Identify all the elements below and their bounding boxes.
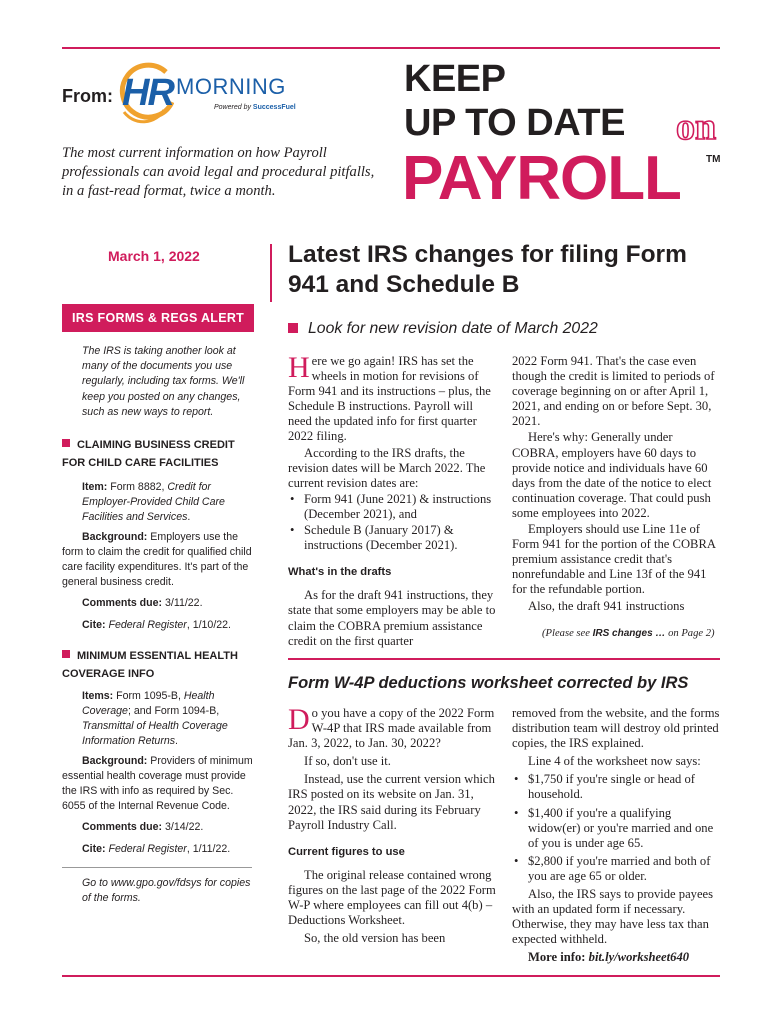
article1-subhead-text: Look for new revision date of March 2022 [308, 320, 598, 337]
article1-para2: According to the IRS drafts, the revision dates will be March 2022. The current revision dates are: [288, 445, 486, 490]
sidebar-footer[interactable]: Go to www.gpo.gov/fdsys for copies of the forms. [82, 876, 251, 905]
article2-bullet: • $1,400 if you're a qualifying widow(er) or you're married and one of you is under age 65. [512, 806, 720, 851]
article2-para6: removed from the website, and the forms distribution team will destroy old printed copies, the IRS explained. [512, 706, 720, 751]
sidebar-divider [62, 867, 252, 868]
article2-para5: So, the old version has been [304, 931, 446, 946]
logo-hr: HR [122, 72, 173, 114]
more-info-link[interactable]: bit.ly/worksheet640 [588, 950, 690, 965]
article1-para3: As for the draft 941 instructions, they state that some employers may be able to claim the COBRA premium assistance credit on the first quarter [288, 588, 496, 648]
article2-more-info: More info: bit.ly/worksheet640 [528, 950, 690, 965]
article2-para8: Also, the IRS says to provide payees with an updated form if necessary. Otherwise, they may have less tax than expected withheld. [512, 887, 714, 947]
article1-para4: 2022 Form 941. That's the case even though the credit is limited to periods of coverage beginning on or after April 1, 2021, and ending on or before Sept. 30, 2021. [512, 354, 715, 429]
sidebar-intro: The IRS is taking another look at many of the documents you use regularly, including tax forms. We'll keep you posted on any changes, such as new ways to report. [82, 345, 245, 418]
article2-col1 [288, 703, 496, 946]
column-divider [270, 244, 272, 302]
article2-bullet: • $2,800 if you're married and both of you are age 65 or older. [512, 854, 720, 884]
article2-para3: Instead, use the current version which IRS posted on its website on Jan. 31, 2022, the IRS said during its February Payroll Industry Call. [288, 772, 495, 832]
article-divider [288, 658, 720, 660]
alert-header-label: IRS FORMS & REGS ALERT [72, 311, 245, 325]
article1-para6: Employers should use Line 11e of Form 941 for the portion of the COBRA premium assistance credit that's nonrefundable and Line 13f of the 941 for the refundable portion. [512, 522, 716, 597]
title-payroll: PAYROLL [402, 144, 681, 213]
article2-para1: o you have a copy of the 2022 Form W-4P that IRS made available from Jan. 3, 2022, to Jan. 30, 2022? [288, 706, 495, 751]
article1-para7: Also, the draft 941 instructions [528, 598, 685, 613]
top-rule [62, 47, 720, 49]
bullet-square-icon [62, 439, 70, 447]
title-up-to-date: UP TO DATE [404, 102, 625, 144]
sidebar-item-child-care: CLAIMING BUSINESS CREDIT FOR CHILD CARE FACILITIES Item: Form 8882, Credit for Employer-Provided Child Care Facilities and Services. Background: Employers use the form to claim the credit for qualified child care facility expenditures. It's part of the general business credit. Comments due: 3/11/22. Cite: Federal Register, 1/10/22. [62, 439, 252, 631]
title-trademark: TM [706, 154, 721, 165]
article2-col2 [512, 706, 720, 966]
article2-para7: Line 4 of the worksheet now says: [528, 754, 701, 769]
article1-section-head: What's in the drafts [288, 566, 392, 579]
article1-subhead [288, 320, 598, 338]
sidebar-content [62, 344, 256, 906]
bullet-square-icon [62, 650, 70, 658]
article1-bullet: • Form 941 (June 2021) & instructions (December 2021), and [288, 492, 496, 522]
logo-morning: MORNING [176, 74, 286, 99]
item1-title: CLAIMING BUSINESS CREDIT FOR CHILD CARE FACILITIES [62, 439, 235, 470]
from-label: From: [62, 86, 113, 106]
article1-bullet: • Schedule B (January 2017) & instructions (December 2021). [288, 523, 496, 553]
bullet-square-icon [288, 323, 298, 333]
article2-para4: The original release contained wrong figures on the last page of the 2022 Form W-P where employees can fill out 4(b) – Deductions Worksheet. [288, 867, 496, 928]
sidebar-item-health-coverage: MINIMUM ESSENTIAL HEALTH COVERAGE INFO Items: Form 1095-B, Health Coverage; and Form 1094-B, Transmittal of Health Coverage Information Returns. Background: Providers of minimum essential health coverage must provide the IRS with info as required by Sec. 6055 of the Internal Revenue Code. Comments due: 3/14/22. Cite: Federal Register, 1/11/22. [62, 649, 253, 855]
bottom-rule [62, 975, 720, 977]
article1-continuation[interactable]: (Please see IRS changes … on Page 2) [542, 628, 715, 639]
masthead-tagline: The most current information on how Payroll professionals can avoid legal and procedural pitfalls, in a fast-read format, twice a month. [62, 145, 375, 199]
article1-para5: Here's why: Generally under COBRA, employers have 60 days to provide notice and individuals have 60 days from the date of the notice to elect continuation coverage. That could push some employees into 2022. [512, 430, 712, 520]
title-keep: KEEP [404, 58, 506, 100]
logo-powered-by: Powered by SuccessFuel [214, 104, 296, 111]
issue-date: March 1, 2022 [108, 248, 200, 264]
article1-para1: ere we go again! IRS has set the wheels in motion for revisions of Form 941 and its instructions – plus, the Schedule B instructions. Payroll will need the updated info for first quarter 2022 filing. [288, 354, 491, 444]
article2-dropcap: D [288, 703, 310, 736]
item2-title: MINIMUM ESSENTIAL HEALTH COVERAGE INFO [62, 649, 238, 680]
alert-header [62, 304, 254, 332]
article1-col2 [512, 354, 720, 614]
article1-dropcap: H [288, 351, 310, 384]
hrmorning-logo[interactable] [114, 62, 296, 124]
article2-headline: Form W-4P deductions worksheet corrected by IRS [288, 674, 689, 692]
article1-col1 [288, 351, 496, 649]
article2-para2: If so, don't use it. [304, 754, 391, 769]
article2-section-head: Current figures to use [288, 845, 405, 858]
article2-bullet: • $1,750 if you're single or head of household. [512, 772, 720, 802]
article1-headline: Latest IRS changes for filing Form 941 and Schedule B [288, 241, 687, 298]
title-on: on [676, 106, 717, 148]
